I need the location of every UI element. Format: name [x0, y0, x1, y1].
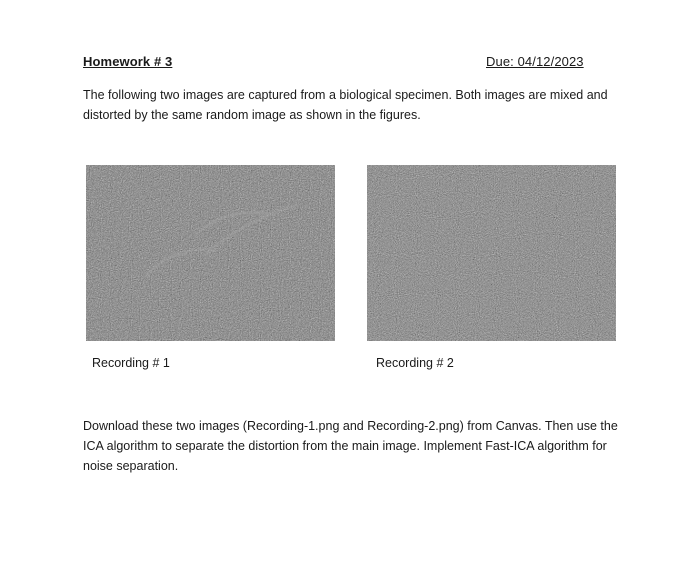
intro-paragraph: The following two images are captured from a biological specimen. Both images are mixed and distorted by the same random image as shown in the figures. [83, 88, 608, 122]
homework-title: Homework # 3 [83, 54, 173, 69]
recording-2-image [367, 165, 616, 341]
instructions-paragraph: Download these two images (Recording-1.png and Recording-2.png) from Canvas. Then use the ICA algorithm to separate the distortion from the main image. Implement Fast-ICA algorithm for noise separation. [83, 419, 618, 473]
recording-2-caption: Recording # 2 [376, 356, 454, 370]
due-date: Due: 04/12/2023 [486, 54, 584, 69]
recording-1-image [86, 165, 335, 341]
recording-1-caption: Recording # 1 [92, 356, 170, 370]
